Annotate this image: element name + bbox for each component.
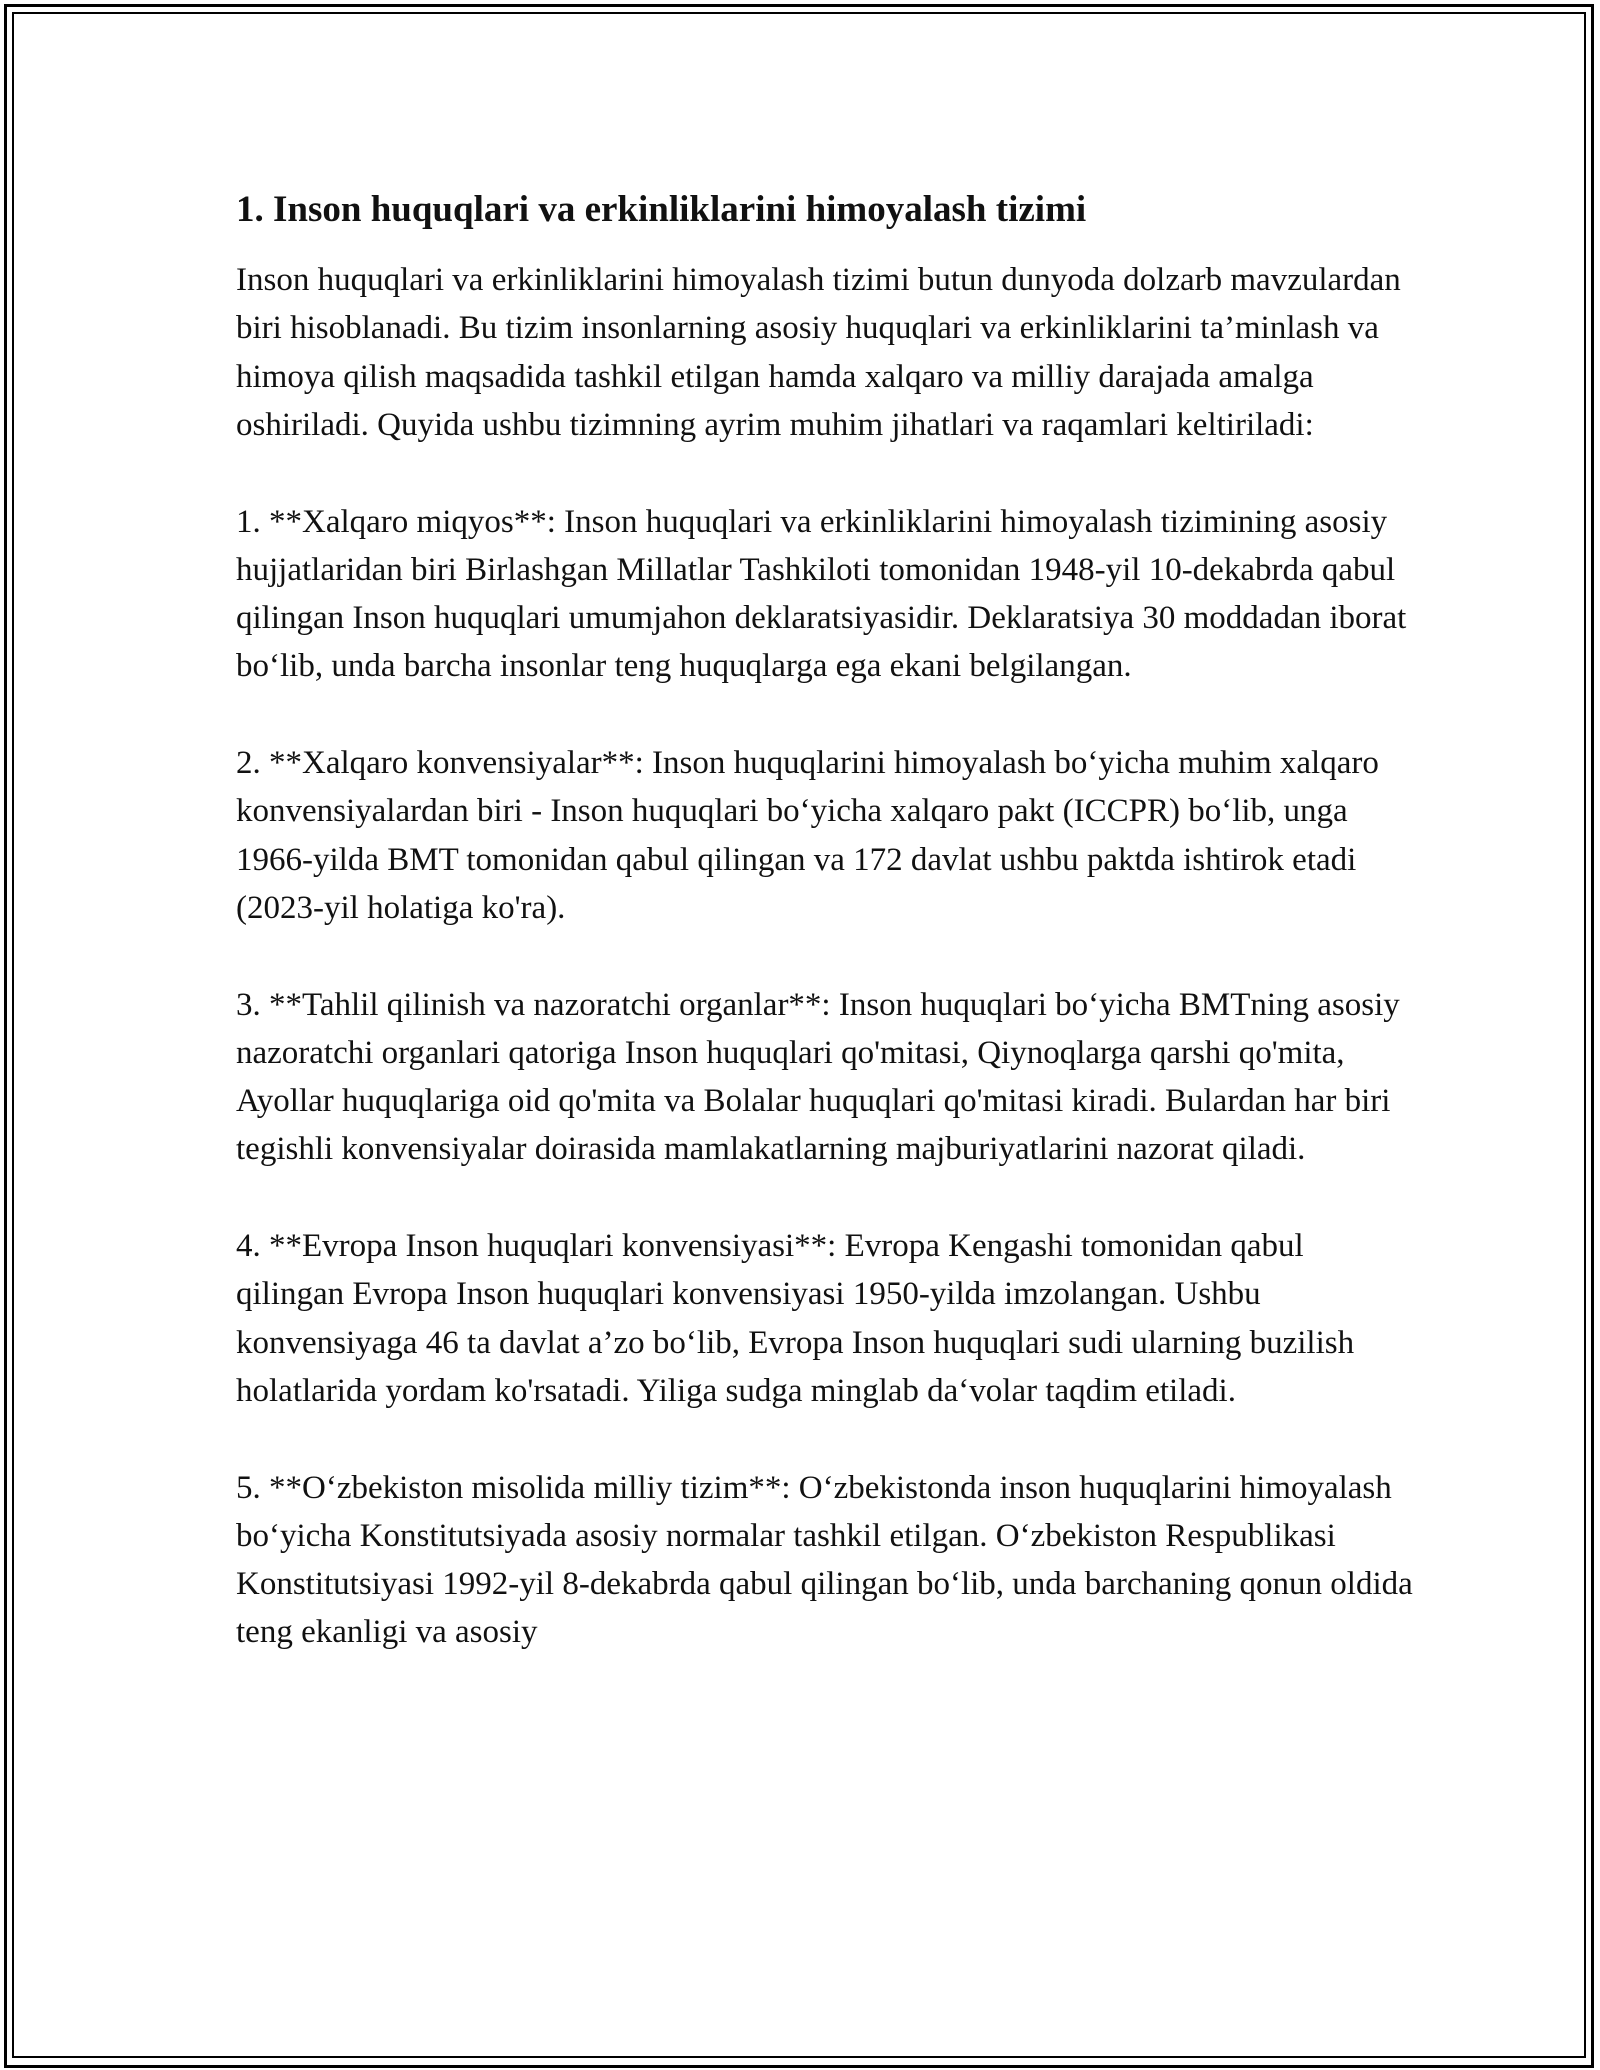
intro-paragraph: Inson huquqlari va erkinliklarini himoyalash tizimi butun dunyoda dolzarb mavzulardan biri hisoblanadi. Bu tizim insonlarning asosiy huquqlari va erkinliklarini ta’minlash va himoya qilish maqsadida tashkil etilgan hamda xalqaro va milliy darajada amalga oshiriladi. Quyida ushbu tizimning ayrim muhim jihatlari va raqamlari keltiriladi: xyxy=(236,262,1401,443)
list-item-monitoring-bodies: 3. **Tahlil qilinish va nazoratchi organlar**: Inson huquqlari bo‘yicha BMTning asosiy nazoratchi organlari qatoriga Inson huquqlari qo'mitasi, Qiynoqlarga qarshi qo'mita, Ayollar huquqlariga oid qo'mita va Bolalar huquqlari qo'mitasi kiradi. Bulardan har biri tegishli konvensiyalar doirasida mamlakatlarning majburiyatlarini nazorat qiladi. xyxy=(236,986,1400,1168)
section-heading: 1. Inson huquqlari va erkinliklarini himoyalash tizimi xyxy=(236,189,1087,230)
list-item-uzbekistan-national-system: 5. **O‘zbekiston misolida milliy tizim**: O‘zbekistonda inson huquqlarini himoyalash bo‘yicha Konstitutsiyada asosiy normalar tashkil etilgan. O‘zbekiston Respublikasi Konstitutsiyasi 1992-yil 8-dekabrda qabul qilingan bo‘lib, unda barchaning qonun oldida teng ekanligi va asosiy xyxy=(236,1469,1413,1651)
list-item-international-conventions: 2. **Xalqaro konvensiyalar**: Inson huquqlarini himoyalash bo‘yicha muhim xalqaro konvensiyalardan biri - Inson huquqlari bo‘yicha xalqaro pakt (ICCPR) bo‘lib, unga 1966-yilda BMT tomonidan qabul qilingan va 172 davlat ushbu paktda ishtirok etadi (2023-yil holatiga ko'ra). xyxy=(236,745,1379,926)
list-item-international-scope: 1. **Xalqaro miqyos**: Inson huquqlari va erkinliklarini himoyalash tizimining asosiy hujjatlaridan biri Birlashgan Millatlar Tashkiloti tomonidan 1948-yil 10-dekabrda qabul qilingan Inson huquqlari umumjahon deklaratsiyasidir. Deklaratsiya 30 moddadan iborat bo‘lib, unda barcha insonlar teng huquqlarga ega ekani belgilangan. xyxy=(236,503,1407,685)
list-item-european-convention: 4. **Evropa Inson huquqlari konvensiyasi**: Evropa Kengashi tomonidan qabul qilingan Evropa Inson huquqlari konvensiyasi 1950-yilda imzolangan. Ushbu konvensiyaga 46 ta davlat a’zo bo‘lib, Evropa Inson huquqlari sudi ularning buzilish holatlarida yordam ko'rsatadi. Yiliga sudga minglab da‘volar taqdim etiladi. xyxy=(236,1228,1355,1409)
document-page xyxy=(236,186,1416,1705)
